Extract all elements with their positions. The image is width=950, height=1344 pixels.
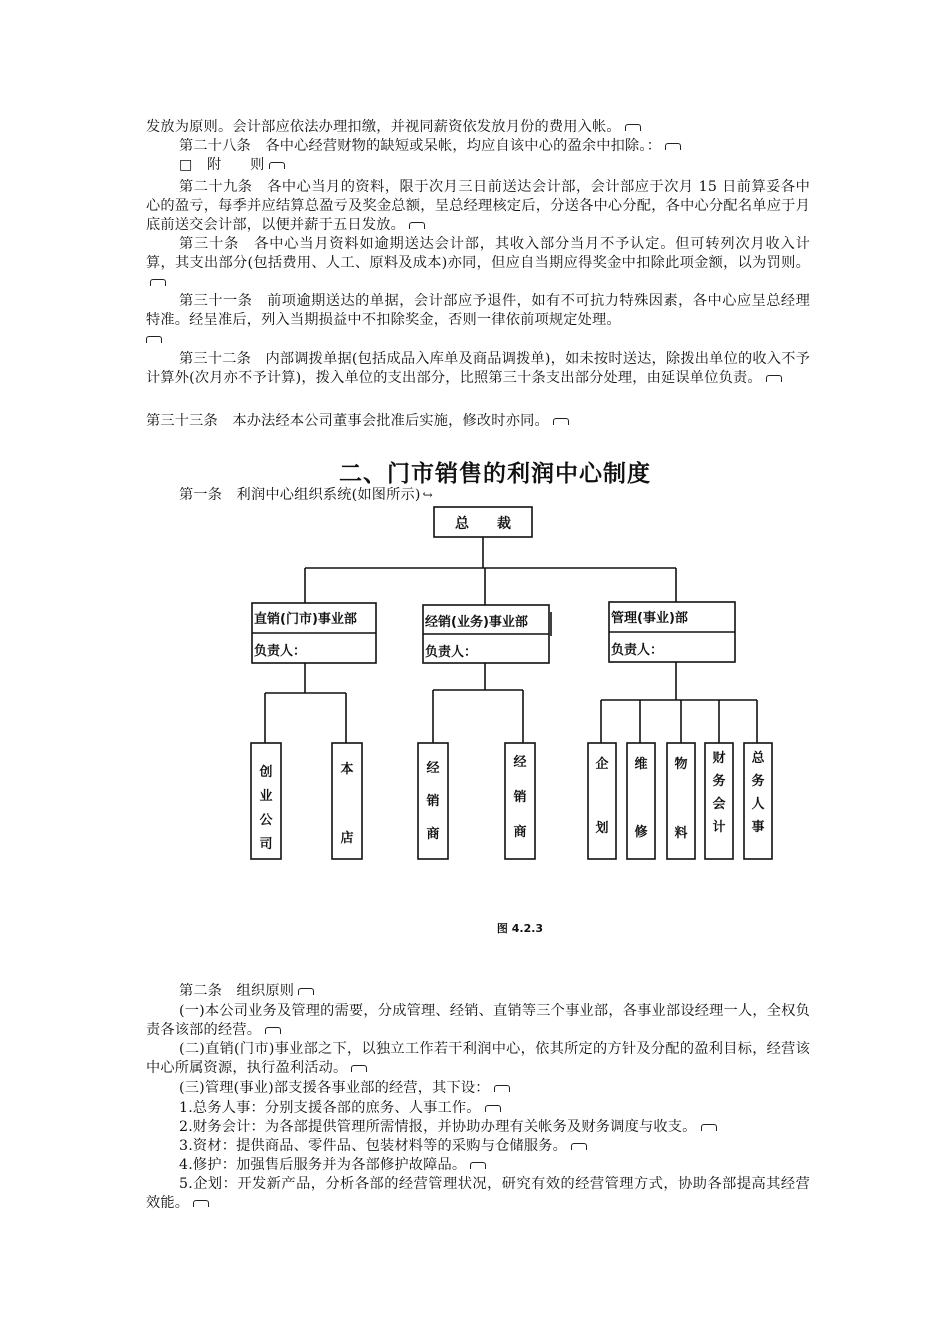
paragraph-mark-icon — [265, 1027, 281, 1034]
unit-label-maintenance: 维修 — [634, 757, 648, 840]
support-item-1: 1.总务人事：分别支援各部的庶务、人事工作。 — [146, 1099, 810, 1118]
support-item-5: 5.企划：开发新产品，分析各部的经营管理状况，研究有效的经营管理方式，协助各部提高其经营效能。 — [146, 1176, 810, 1211]
paragraph-mark-icon — [494, 1085, 510, 1092]
paragraph-mark-icon — [553, 418, 569, 425]
division-head-direct: 负责人： — [254, 644, 307, 659]
paragraph-mark-icon — [146, 336, 162, 343]
paragraph-mark-icon — [150, 279, 166, 286]
principle-1: (一)本公司业务及管理的需要，分成管理、经销、直销等三个事业部，各事业部设经理一人，全权负责各该部的经营。 — [146, 1003, 810, 1038]
paragraph-mark-icon — [665, 143, 681, 150]
division-box-management — [609, 602, 735, 662]
division-label-direct: 直销(门市)事业部 — [254, 612, 357, 627]
support-item-2: 2.财务会计：为各部提供管理所需情报，并协助办理有关帐务及财务调度与收支。 — [146, 1118, 810, 1137]
division-label-management: 管理(事业)部 — [611, 611, 688, 626]
unit-label-distributor-2: 经销商 — [513, 755, 527, 840]
paragraph-mark-icon — [269, 162, 285, 169]
section-heading-appendix: □ 附 则 — [146, 156, 810, 175]
division-head-management: 负责人： — [611, 643, 664, 658]
unit-label-distributor-1: 经销商 — [426, 761, 440, 842]
article-31: 第三十一条 前项逾期送达的单据，会计部应予退件，如有不可抗力特殊因素，各中心应呈总经理特准。经呈准后，列入当期损益中不扣除奖金，否则一律依前项规定处理。 — [146, 292, 810, 349]
division-head-distribution: 负责人： — [425, 645, 478, 660]
paragraph-mark-icon — [470, 1162, 486, 1169]
paragraph-mark-icon — [351, 1065, 367, 1072]
paragraph-mark-icon: ↪ — [422, 488, 433, 502]
paragraph-mark-icon — [298, 988, 314, 995]
article-28: 第二十八条 各中心经营财物的缺短或呆帐，均应自该中心的盈余中扣除。： — [146, 137, 810, 156]
principle-3: (三)管理(事业)部支援各事业部的经营，其下设： — [146, 1079, 810, 1098]
unit-label-main-store: 本店 — [340, 762, 354, 846]
article-2: 第二条 组织原则 — [146, 982, 810, 1001]
unit-label-materials: 物料 — [674, 757, 688, 841]
article-29: 第二十九条 各中心当月的资料，限于次月三日前送达会计部，会计部应于次月 15 日前算妥各中心的盈亏，每季并应结算总盈亏及奖金总额，呈总经理核定后，分送各中心分配，各中心分配名单应于月底前送交会计部，以便并薪于五日发放。 — [146, 179, 810, 233]
paragraph-mark-icon — [485, 1105, 501, 1112]
article-30: 第三十条 各中心当月资料如逾期送达会计部，其收入部分当月不予认定。但可转列次月收入计算，其支出部分(包括费用、人工、原料及成本)亦同，但应自当期应得奖金中扣除此项金额，以为罚则。 — [146, 235, 810, 292]
division-label-distribution: 经销(业务)事业部 — [425, 615, 528, 630]
principle-2: (二)直销(门市)事业部之下，以独立工作若干利润中心，依其所定的方针及分配的盈利目标，经营该中心所属资源，执行盈利活动。 — [146, 1041, 810, 1076]
article-1: 第一条 利润中心组织系统(如图所示) ↪ — [179, 487, 433, 503]
division-box-direct — [252, 603, 376, 663]
root-label: 总 裁 — [455, 516, 511, 532]
paragraph-mark-icon — [701, 1124, 717, 1131]
unit-label-general-affairs: 总务人事 — [751, 751, 765, 835]
paragraph-mark-icon — [625, 124, 641, 131]
figure-caption: 图 4.2.3 — [496, 922, 544, 935]
paragraph-mark-icon — [766, 375, 782, 382]
paragraph-mark-icon — [571, 1143, 587, 1150]
division-box-distribution — [423, 605, 549, 663]
unit-label-finance-accounting: 财务会计 — [712, 751, 726, 835]
root-box — [434, 507, 532, 537]
support-item-4: 4.修护：加强售后服务并为各部修护故障品。 — [146, 1156, 810, 1175]
section-title: 二、门市销售的利润中心制度 — [339, 461, 651, 487]
unit-label-startup-company: 创业公司 — [259, 765, 273, 852]
article-32: 第三十二条 内部调拨单据(包括成品入库单及商品调拨单)，如未按时送达，除拨出单位的收入不予计算外(次月亦不予计算)，拨入单位的支出部分，比照第三十条支出部分处理，由延误单位负责。 — [146, 351, 810, 386]
paragraph-mark-icon — [193, 1200, 209, 1207]
paragraph-mark-icon — [409, 222, 425, 229]
article-33: 第三十三条 本办法经本公司董事会批准后实施，修改时亦同。 — [146, 412, 810, 431]
support-item-3: 3.资材：提供商品、零件品、包装材料等的采购与仓储服务。 — [146, 1137, 810, 1156]
unit-label-planning: 企划 — [595, 757, 609, 836]
paragraph-continuation: 发放为原则。会计部应依法办理扣缴，并视同薪资依发放月份的费用入帐。 — [146, 118, 810, 137]
